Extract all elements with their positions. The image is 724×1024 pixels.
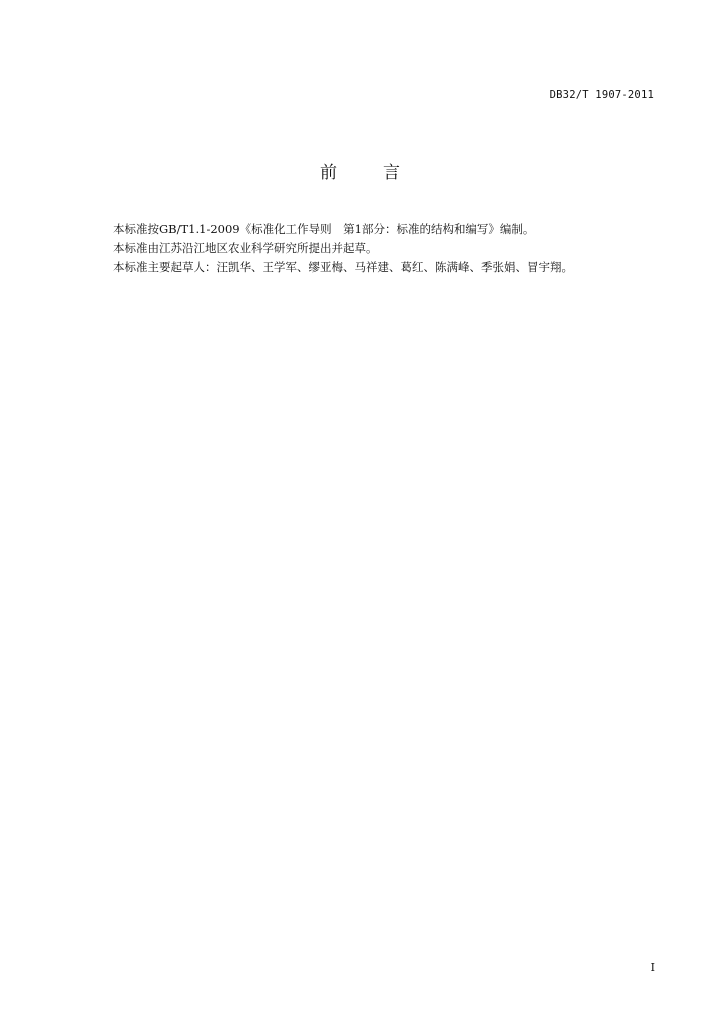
foreword-body: [113, 220, 673, 277]
page-title: 前 言: [320, 163, 404, 183]
foreword-line-drafting-basis: 本标准按GB/T1.1-2009《标准化工作导则 第1部分：标准的结构和编写》编制。: [113, 222, 535, 236]
foreword-line-proposer: 本标准由江苏沿江地区农业科学研究所提出并起草。: [113, 241, 378, 255]
page-number: I: [650, 961, 655, 974]
foreword-line-drafters: 本标准主要起草人：汪凯华、王学军、缪亚梅、马祥建、葛红、陈满峰、季张娟、冒宇翔。: [113, 260, 573, 274]
standard-code: DB32/T 1907-2011: [549, 89, 654, 101]
